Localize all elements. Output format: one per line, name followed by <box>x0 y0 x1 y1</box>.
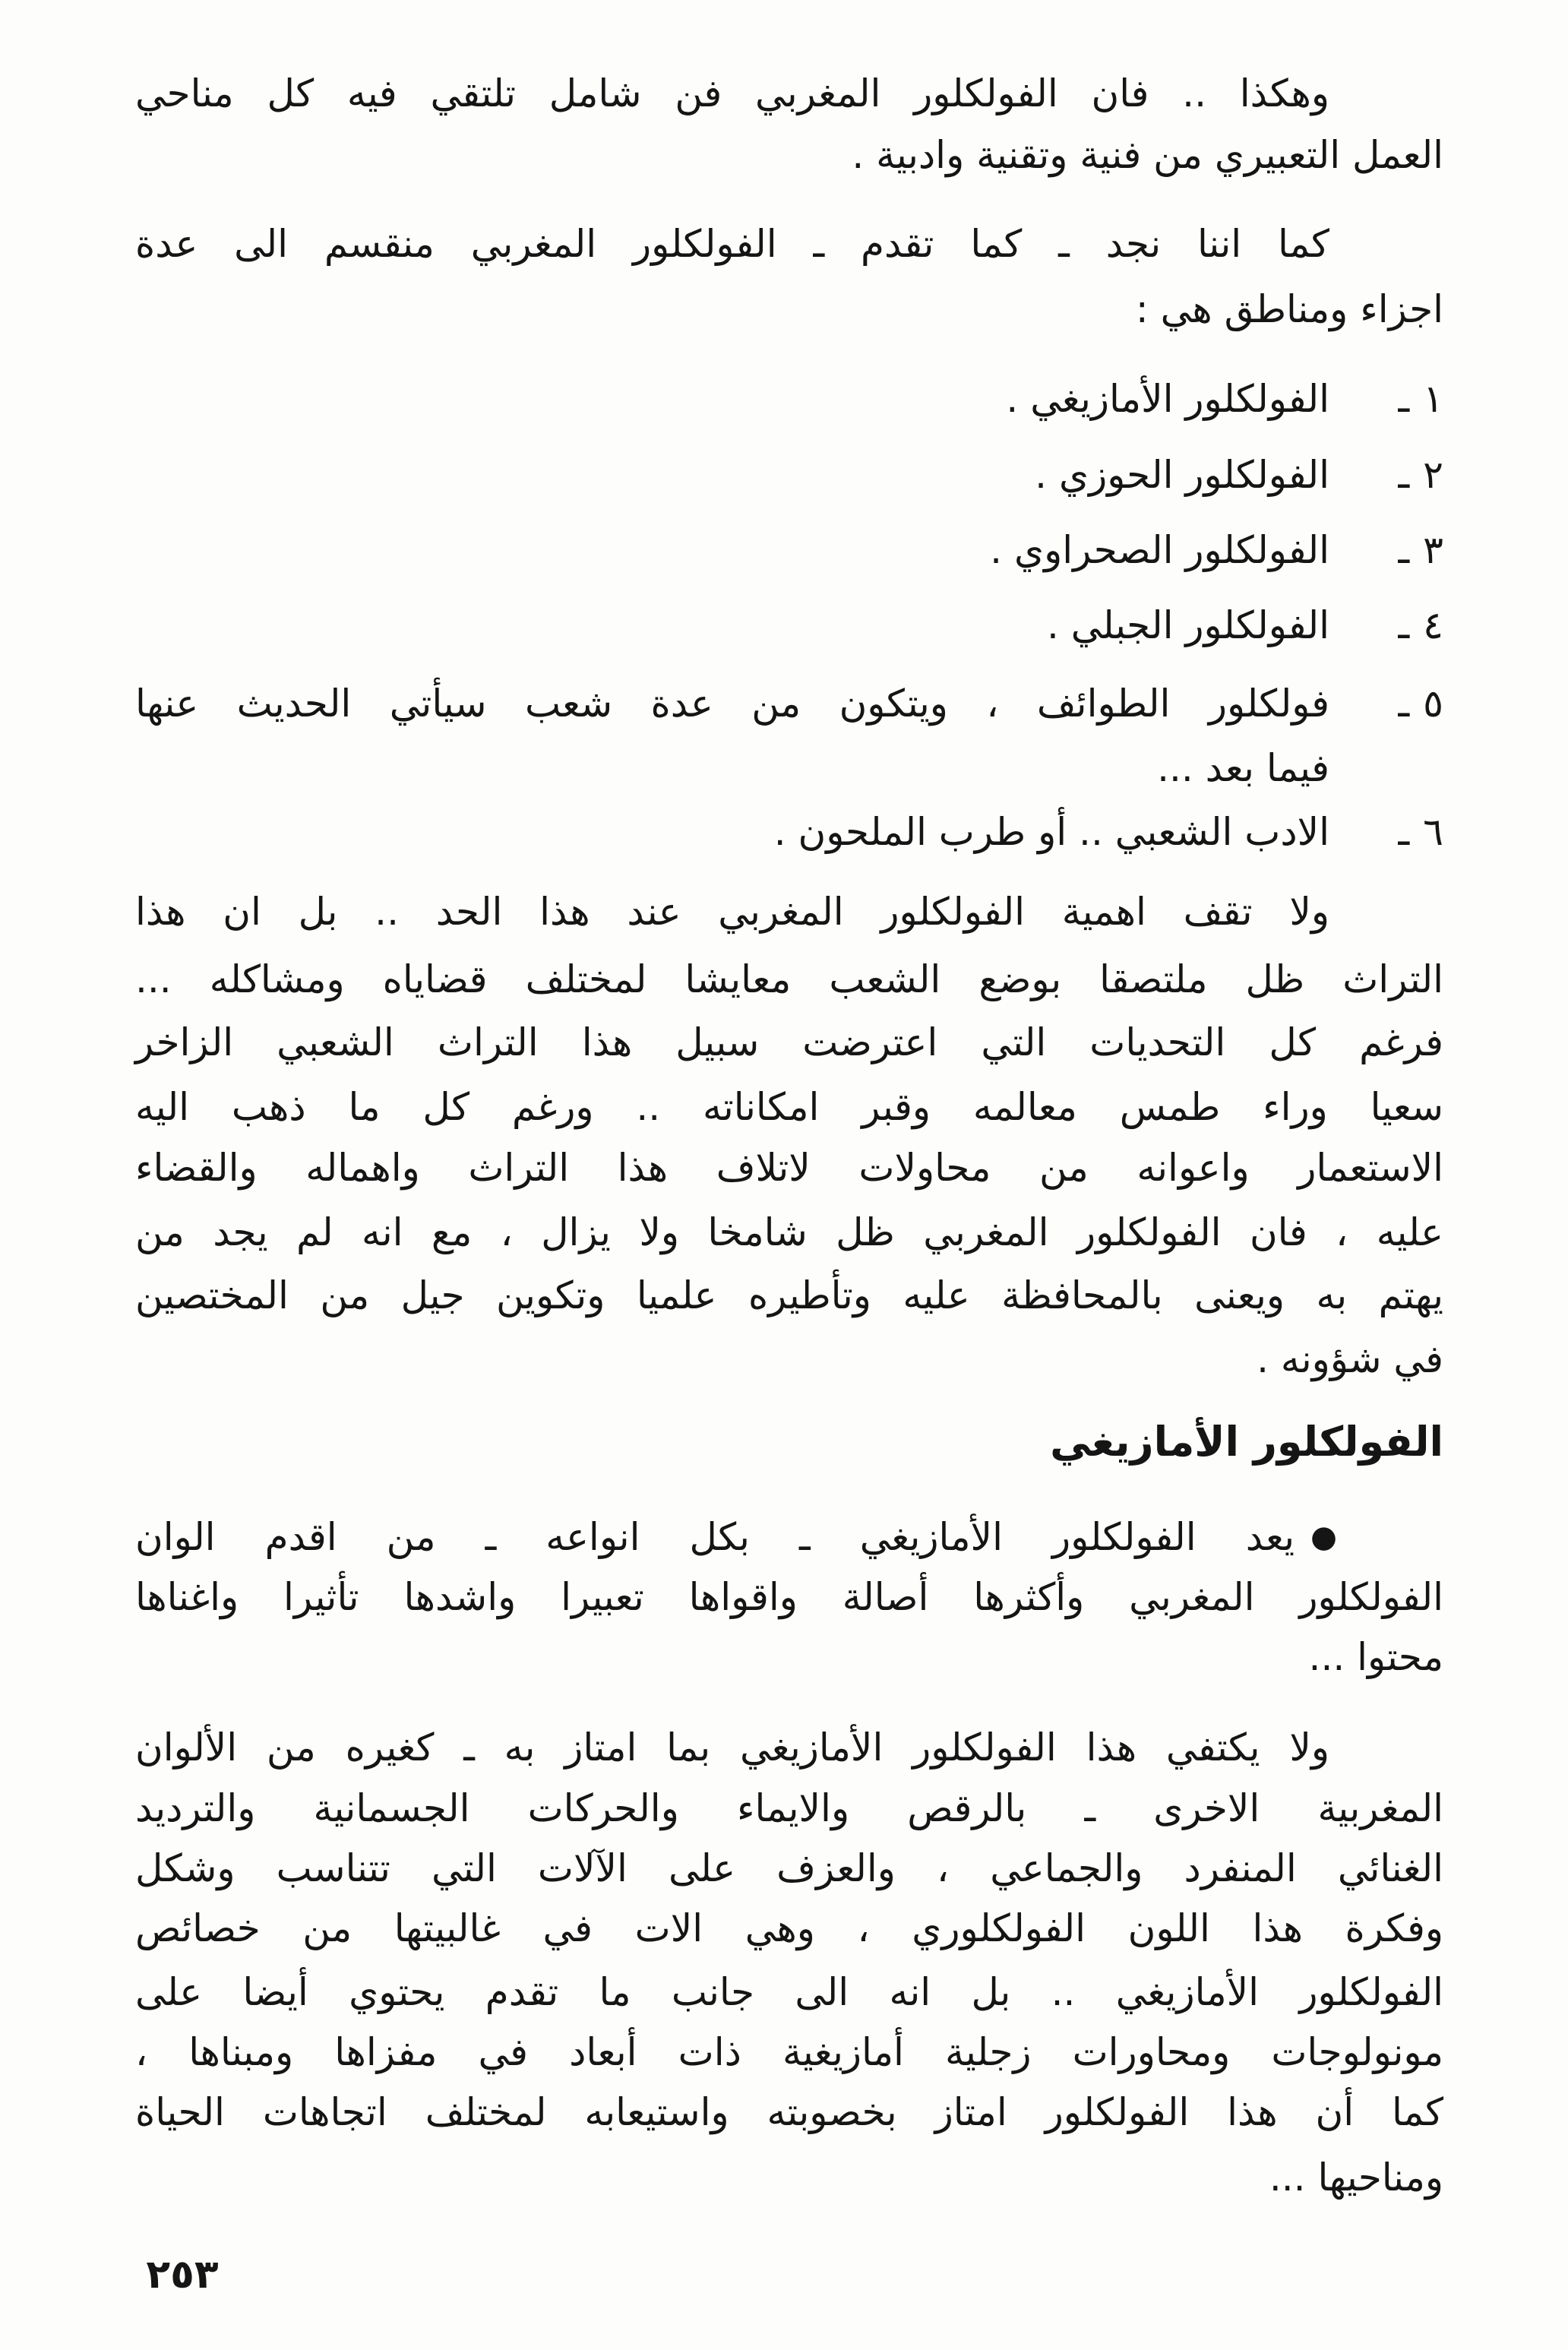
list-item <box>135 672 1443 735</box>
list-item-text: الفولكلور الجبلي . <box>1046 603 1329 647</box>
page-number: ٢٥٣ <box>146 2252 219 2298</box>
importance-line: التراث ظل ملتصقا بوضع الشعب معايشا لمختلف قضاياه ومشاكله ... <box>135 957 1443 1001</box>
amazigh-intro-line <box>135 1505 1443 1569</box>
list-marker <box>1329 800 1443 864</box>
list-item-text: الفولكلور الأمازيغي . <box>1006 377 1329 421</box>
importance-line: ولا تقف اهمية الفولكلور المغربي عند هذا الحد .. بل ان هذا <box>135 890 1329 934</box>
list-number: ٦ <box>1423 810 1443 854</box>
importance-line: سعيا وراء طمس معالمه وقبر امكاناته .. ورغم كل ما ذهب اليه <box>135 1085 1443 1129</box>
list-item <box>135 367 1443 431</box>
amazigh-features-line: كما أن هذا الفولكلور امتاز بخصوبته واستيعابه لمختلف اتجاهات الحياة <box>135 2090 1443 2134</box>
amazigh-features-line: ومناحيها ... <box>1269 2155 1443 2200</box>
list-separator: ـ <box>1398 453 1410 497</box>
importance-line: عليه ، فان الفولكلور المغربي ظل شامخا ولا يزال ، مع انه لم يجد من <box>135 1210 1443 1254</box>
list-separator: ـ <box>1398 528 1410 572</box>
list-item-text: الفولكلور الحوزي . <box>1035 453 1329 497</box>
list-item <box>135 593 1443 657</box>
section-heading: الفولكلور الأمازيغي <box>1050 1418 1443 1466</box>
list-item <box>135 518 1443 582</box>
list-item <box>135 800 1443 864</box>
list-item-continuation: فيما بعد ... <box>1157 746 1329 790</box>
importance-line: فرغم كل التحديات التي اعترضت سبيل هذا التراث الشعبي الزاخر <box>135 1020 1443 1064</box>
list-marker <box>1329 443 1443 507</box>
list-item <box>135 443 1443 507</box>
divisions-line: اجزاء ومناطق هي : <box>1135 287 1443 331</box>
amazigh-intro-line: محتوا ... <box>1308 1635 1443 1679</box>
amazigh-features-line: مونولوجات ومحاورات زجلية أمازيغية ذات أبعاد في مفزاها ومبناها ، <box>135 2030 1443 2074</box>
amazigh-features-line: الغنائي المنفرد والجماعي ، والعزف على الآلات التي تتناسب وشكل <box>135 1846 1443 1890</box>
list-separator: ـ <box>1398 810 1410 854</box>
list-item-text: الادب الشعبي .. أو طرب الملحون . <box>773 810 1329 854</box>
bullet-icon: ● <box>1310 1520 1337 1555</box>
intro-line: العمل التعبيري من فنية وتقنية وادبية . <box>852 133 1443 177</box>
list-separator: ـ <box>1398 603 1410 647</box>
amazigh-features-line: المغربية الاخرى ـ بالرقص والايماء والحركات الجسمانية والترديد <box>135 1786 1443 1830</box>
list-number: ٢ <box>1423 453 1443 497</box>
list-number: ٤ <box>1423 603 1443 647</box>
list-marker <box>1329 367 1443 431</box>
list-number: ١ <box>1423 377 1443 421</box>
list-number: ٣ <box>1423 528 1443 572</box>
amazigh-intro-text: يعد الفولكلور الأمازيغي ـ بكل انواعه ـ من اقدم الوان <box>135 1515 1295 1559</box>
list-item-text: الفولكلور الصحراوي . <box>990 528 1329 572</box>
importance-line: يهتم به ويعنى بالمحافظة عليه وتأطيره علميا وتكوين جيل من المختصين <box>135 1273 1443 1317</box>
list-marker <box>1329 593 1443 657</box>
importance-line: في شؤونه . <box>1257 1337 1443 1381</box>
amazigh-intro-line: الفولكلور المغربي وأكثرها أصالة واقواها تعبيرا واشدها تأثيرا واغناها <box>135 1575 1443 1619</box>
importance-line: الاستعمار واعوانه من محاولات لاتلاف هذا التراث واهماله والقضاء <box>135 1146 1443 1190</box>
intro-line: وهكذا .. فان الفولكلور المغربي فن شامل تلتقي فيه كل مناحي <box>135 71 1329 115</box>
amazigh-features-line: ولا يكتفي هذا الفولكلور الأمازيغي بما امتاز به ـ كغيره من الألوان <box>135 1725 1329 1770</box>
list-marker <box>1329 518 1443 582</box>
list-marker <box>1329 672 1443 735</box>
list-separator: ـ <box>1398 377 1410 421</box>
list-item-text: فولكلور الطوائف ، ويتكون من عدة شعب سيأتي الحديث عنها <box>135 682 1329 726</box>
amazigh-features-line: وفكرة هذا اللون الفولكلوري ، وهي الات في غالبيتها من خصائص <box>135 1906 1443 1950</box>
amazigh-features-line: الفولكلور الأمازيغي .. بل انه الى جانب ما تقدم يحتوي أيضا على <box>135 1970 1443 2014</box>
list-separator: ـ <box>1398 682 1410 726</box>
list-number: ٥ <box>1423 682 1443 726</box>
divisions-line: كما اننا نجد ـ كما تقدم ـ الفولكلور المغربي منقسم الى عدة <box>135 222 1329 266</box>
